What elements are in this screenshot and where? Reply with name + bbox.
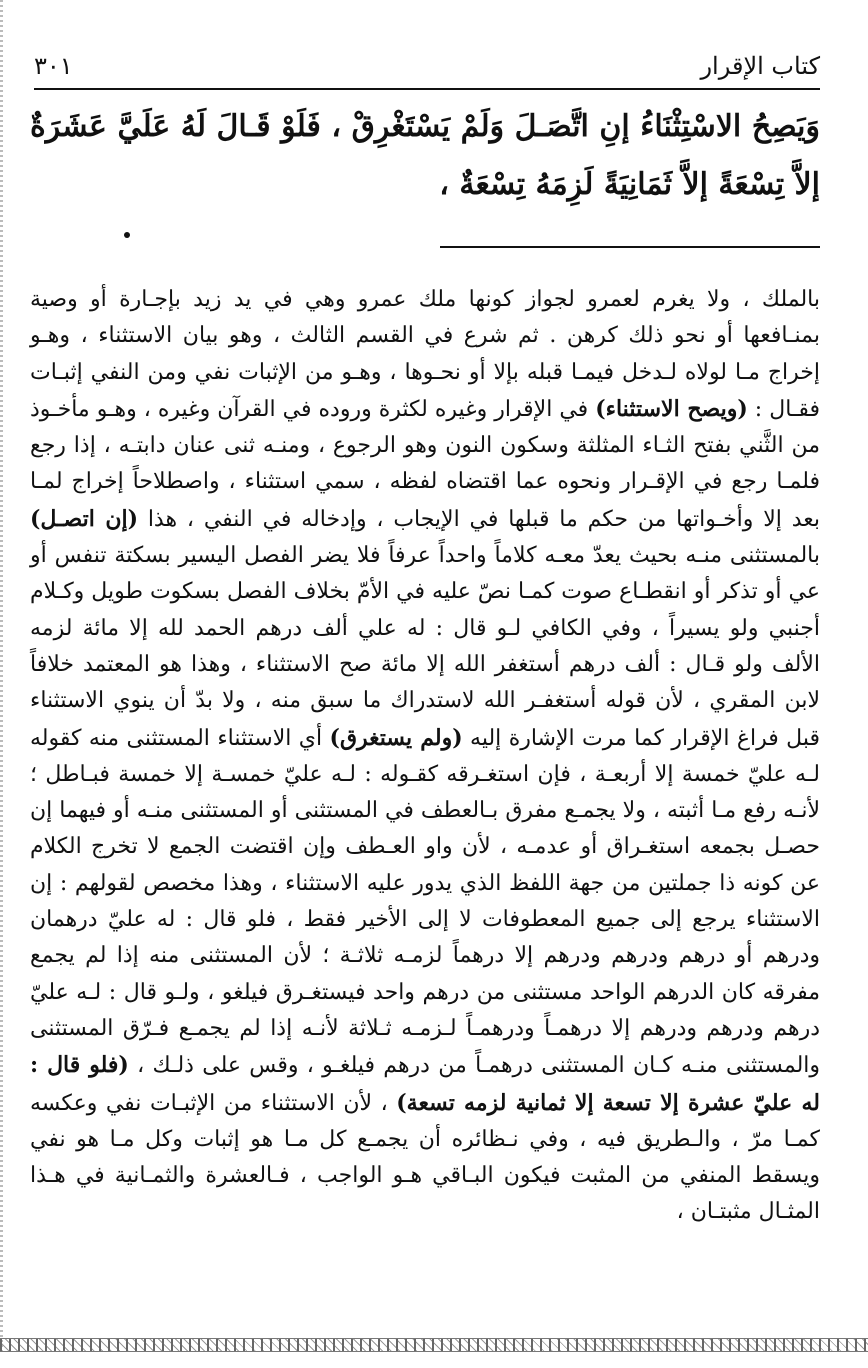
quoted-matn-phrase: (فلو قال : له عليّ عشرة إلا تسعة إلا ثمانية لزمه تسعة) [30, 1052, 820, 1116]
matn-text: وَيَصِحُ الاسْتِثْنَاءُ إنِ اتَّصَـلَ وَلَمْ يَسْتَغْرِقْ ، فَلَوْ قَـالَ لَهُ عَلَيَّ عَشَرَةٌ إلاَّ تِسْعَةً إلاَّ ثَمَانِيَةً لَزِمَهُ تِسْعَةٌ ، [30, 109, 820, 202]
ink-dot [124, 232, 130, 238]
commentary-text: ، لأن الاستثناء من الإثبـات نفي وعكسه كمـا مرّ ، والـطريق فيه ، وفي نـظائره أن يجمـع كل مـا هو إثبات وكل مـا هو نفي ويسقط المنفي من المثبت فيكون البـاقي هـو الواجب ، فـالعشرة والثمـانية في هـذا المثـال مثبتـان ، [30, 1090, 820, 1225]
commentary-body [30, 282, 820, 1231]
quoted-matn-phrase: (إن اتصـل) [30, 505, 138, 532]
page-edge-border [0, 0, 3, 1352]
commentary-paragraph [30, 282, 820, 1231]
quoted-matn-phrase: (ويصح الاستثناء) [595, 395, 748, 422]
header-rule [34, 88, 820, 90]
commentary-text: بالملك ، ولا يغرم لعمرو لجواز كونها ملك عمرو وهي في يد زيد بإجـارة أو وصية بمنـافعها أو نحو ذلك كرهن . ثم شرع في القسم الثالث ، وهو بيان الاستثناء ، وهـو إخراج مـا لولاه لـدخل فيمـا قبله بإلا أو نحـوها ، وهـو من الإثبات نفي ومن النفي إثبـات فقـال : [30, 287, 820, 422]
commentary-text: بالمستثنى منـه بحيث يعدّ معـه كلاماً واحداً عرفاً فلا يضر الفصل اليسير بسكتة تنفس أو عي أو تذكر أو انقطـاع صوت كمـا نصّ عليه في الأمّ بخلاف الفصل بسكوت طويل وكـلام أجنبي ولو يسيراً ، وفي الكافي لـو قال : له علي ألف درهم الحمد لله إلا مائة لزمه الألف ولو قـال : ألف درهم أستغفر الله إلا مائة صح الاستثناء ، وهذا هو المعتمد خلافاً لابن المقري ، لأن قوله أستغفـر الله لاستدراك ما سبق منه ، ولا بدّ أن ينوي الاستثناء قبل فراغ الإقرار كما مرت الإشارة إليه [30, 543, 820, 751]
commentary-text: في الإقرار وغيره لكثرة وروده في القرآن وغيره ، وهـو مأخـوذ من الثَّني بفتح الثـاء المثلثة وسكون النون وهو الرجوع ، ومنـه ثنى عنان دابتـه ، إذا رجع فلمـا رجع في الإقـرار ونحوه عما اقتضاه لفظه ، سمي استثناء ، واصطلاحاً إخراج لمـا بعد إلا وأخـواتها من حكم ما قبلها في الإيجاب ، وإدخاله في النفي ، هذا [30, 396, 820, 532]
book-title: كتاب الإقرار [700, 52, 820, 80]
page-number: ٣٠١ [34, 52, 73, 80]
page-header [34, 40, 820, 80]
separator-rule [440, 246, 820, 248]
quoted-matn-phrase: (ولم يستغرق) [329, 724, 463, 751]
decorative-bottom-border [0, 1338, 868, 1352]
commentary-text: أي الاستثناء المستثنى منه كقوله لـه عليّ خمسة إلا أربعـة ، فإن استغـرقه كقـوله : لـه عليّ خمسـة إلا خمسة فبـاطل ؛ لأنـه رفع مـا أثبته ، ولا يجمـع مفرق بـالعطف في المستثنى أو المستثنى منـه أو فيهما إن حصـل بجمعه استغـراق أو عدمـه ، لأن واو العـطف وإن اقتضت الجمع لا تخرج الكلام عن كونه ذا جملتين من جهة اللفظ الذي يدور عليه الاستثناء ، وهذا مخصص لقولهم : إن الاستثناء يرجع إلى جميع المعطوفات لا إلى الأخير فقط ، فلو قال : له عليّ درهمان ودرهم أو درهم ودرهم ودرهم إلا درهماً لزمـه ثلاثـة ؛ لأن المستثنى منه إذا لم يجمع مفرقه كان الدرهم الواحد مستثنى من درهم واحد فيستغـرق فيلغو ، ولـو قال : لـه عليّ درهم ودرهم ودرهم إلا درهمـاً ودرهمـاً لـزمـه ثـلاثة لأنـه إذا لم يجمـع فـرّق المستثنى والمستثنى منـه كـان المستثنى درهمـاً من درهم فيلغـو ، وقس على ذلـك ، [30, 725, 821, 1079]
